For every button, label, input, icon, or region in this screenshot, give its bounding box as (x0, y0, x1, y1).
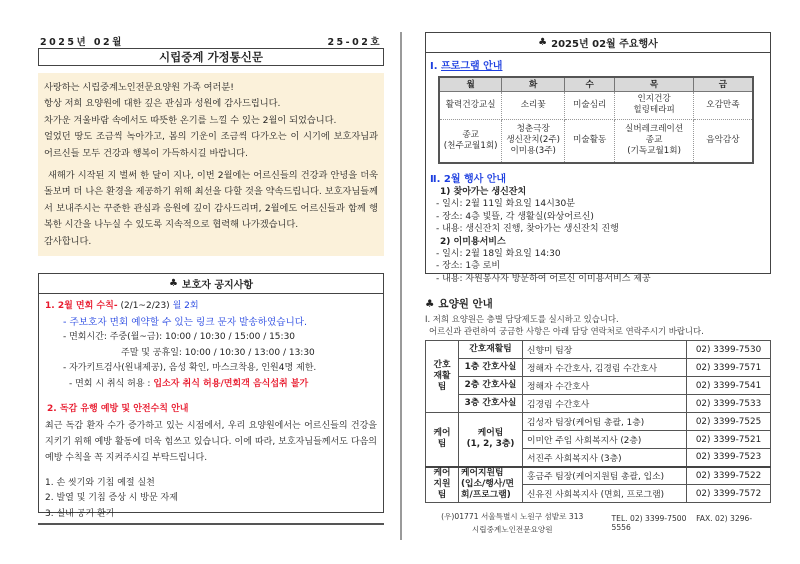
staff-cell: 서진주 사회복지사 (3층) (523, 449, 687, 467)
program-cell: 미술심리 (565, 91, 615, 119)
staff-contact-table (425, 340, 771, 503)
greeting-letter (38, 73, 384, 256)
newsletter-title-text: 시립중계 가정통신문 (159, 50, 263, 64)
guardian-notice-body (39, 294, 383, 522)
program-section-title: Ⅰ. 프로그램 안내 (430, 61, 503, 72)
event-detail: - 일시: 2월 18일 화요일 14:30 (436, 249, 561, 260)
newsletter-title (38, 48, 384, 66)
club-icon: ♣ (168, 278, 178, 290)
event-detail: - 장소: 4층 빛뜰, 각 생활실(와상어르신) (436, 211, 594, 222)
feb-events-title: Ⅱ. 2월 행사 안내 (430, 174, 507, 185)
feb-events-list (426, 185, 770, 285)
facility-guide-title: ♣ 요양원 안내 (425, 298, 493, 310)
event-title: 2) 이미용서비스 (440, 236, 506, 247)
program-cell: 종교 (천주교월1회) (439, 119, 502, 163)
program-cell: 청춘극장 생신잔치(2주) 이미용(3주) (502, 119, 565, 163)
staff-cell: 신향미 팀장 (523, 341, 687, 359)
footer-address: (우)01771 서울특별시 노원구 섬밭로 313 (441, 512, 584, 521)
club-icon: ♣ (538, 37, 548, 48)
visit-hours-weekend: 주말 및 공휴일: 10:00 / 10:30 / 13:00 / 13:30 (121, 347, 315, 358)
guardian-notice-box (38, 273, 384, 519)
visit-rules-label: 1. 2월 면회 수칙- (45, 301, 118, 312)
weekday-header: 월 (439, 77, 502, 91)
facility-guide (425, 296, 771, 536)
visit-rules-period: (2/1~2/23) (120, 301, 170, 312)
table-row (426, 395, 771, 413)
team-cell: 2층 간호사실 (459, 377, 523, 395)
visit-food-value: 입소자 취식 허용/면회객 음식섭취 불가 (153, 378, 309, 389)
staff-cell: 정해자 수간호사 (523, 377, 687, 395)
flu-paragraph: 최근 독감 환자 수가 증가하고 있는 시점에서, 우리 요양원에서는 어르신들의 건강을 지키기 위해 예방 활동에 더욱 힘쓰고 있습니다. 이에 따라, 보호자님들께서도 다음의 예방 수칙을 꼭 지켜주시길 부탁드립니다. (45, 420, 377, 463)
flu-rule: 3. 실내 공기 환기 (45, 508, 115, 519)
program-cell: 음악감상 (693, 119, 753, 163)
phone-cell: 02) 3399-7571 (687, 359, 771, 377)
table-row (426, 341, 771, 359)
phone-cell: 02) 3399-7525 (687, 413, 771, 431)
team-cell: 케어지원팀 (입소/행사/면 회/프로그램) (459, 467, 523, 503)
club-icon: ♣ (425, 298, 435, 310)
event-title: 1) 찾아가는 생신잔치 (440, 187, 527, 197)
staff-cell: 김성자 팀장(케어팀 총괄, 1층) (523, 413, 687, 431)
flu-rule: 2. 발열 및 기침 증상 시 방문 자제 (45, 493, 178, 504)
visit-food-label: - 면회 시 취식 허용 : (69, 378, 154, 389)
program-cell: 오감만족 (693, 91, 753, 119)
column-divider (400, 32, 402, 540)
program-cell: 소리꽃 (502, 91, 565, 119)
program-row (439, 119, 753, 163)
program-cell: 인지건강 힐링테라피 (615, 91, 694, 119)
visit-rules-heading (45, 299, 377, 315)
visit-hours-weekday: - 면회시간: 주중(월~금): 10:00 / 10:30 / 15:00 / 15:30 (63, 332, 296, 343)
program-cell: 미술활동 (565, 119, 615, 163)
table-row (426, 467, 771, 485)
team-cell: 간호재활팀 (459, 341, 523, 359)
issue-line (38, 34, 384, 47)
issue-number: 25-02호 (327, 37, 382, 48)
visit-food-rule (45, 377, 377, 393)
program-cell: 실버레크레이션 종교 (기독교월1회) (615, 119, 694, 163)
team-cell: 3층 간호사실 (459, 395, 523, 413)
team-cell: 케어팀 (1, 2, 3층) (459, 413, 523, 467)
footer-org: 시립중계노인전문요양원 (471, 525, 553, 534)
event-detail: - 일시: 2월 11일 화요일 14시30분 (436, 199, 575, 210)
greeting-line: 차가운 겨울바람 속에서도 따뜻한 온기를 느낄 수 있는 2월이 되었습니다. (44, 114, 337, 126)
facility-guide-text: Ⅰ. 저희 요양원은 층별 담당제도를 실시하고 있습니다. 어르신과 관련하여 궁금한 사항은 아래 담당 연락처로 연락주시기 바랍니다. (425, 314, 704, 336)
staff-cell: 홍금주 팀장(케어지원팀 총괄, 입소) (523, 467, 687, 485)
weekday-header: 수 (565, 77, 615, 91)
weekday-header: 화 (502, 77, 565, 91)
phone-cell: 02) 3399-7522 (687, 467, 771, 485)
footer-address-block (425, 510, 600, 536)
staff-cell: 정해자 수간호사, 김경림 수간호사 (523, 359, 687, 377)
right-column (425, 32, 771, 536)
group-care: 케어 팀 (426, 413, 459, 467)
flu-heading: 2. 독감 유행 예방 및 안전수칙 안내 (47, 404, 189, 415)
team-cell: 1층 간호사실 (459, 359, 523, 377)
weekday-header: 목 (615, 77, 694, 91)
issue-date: 2025년 02월 (40, 37, 124, 48)
visit-link-note: - 주보호자 면회 예약할 수 있는 링크 문자 발송하였습니다. (63, 316, 308, 328)
phone-cell: 02) 3399-7533 (687, 395, 771, 413)
left-column (38, 34, 384, 525)
staff-cell: 이미안 주임 사회복지사 (2층) (523, 431, 687, 449)
phone-cell: 02) 3399-7523 (687, 449, 771, 467)
staff-cell: 신유진 사회복지사 (면회, 프로그램) (523, 485, 687, 503)
visit-conditions: - 자가키트검사(원내제공), 음성 확인, 마스크착용, 인원4명 제한. (63, 363, 317, 374)
footer-tel: TEL. 02) 3399-7500 (611, 514, 687, 523)
guardian-notice-header (39, 274, 383, 294)
program-table (438, 76, 754, 164)
event-detail: - 내용: 생신잔치 진행, 찾아가는 생신잔치 진행 (436, 224, 619, 235)
footer-contact (600, 514, 771, 532)
phone-cell: 02) 3399-7530 (687, 341, 771, 359)
greeting-line: 항상 저희 요양원에 대한 깊은 관심과 성원에 감사드립니다. (44, 98, 281, 110)
events-title: 2025년 02월 주요행사 (551, 39, 658, 50)
table-row (426, 359, 771, 377)
table-row (426, 377, 771, 395)
footer-fax: FAX. 02) 3296-5556 (611, 514, 753, 532)
program-cell: 활력건강교실 (439, 91, 502, 119)
flu-rule: 1. 손 씻기와 기침 예절 실천 (45, 477, 155, 488)
program-row (439, 91, 753, 119)
visit-rules-count: 월 2회 (172, 301, 199, 312)
group-nursing: 간호 재활 팀 (426, 341, 459, 413)
guardian-notice-title: 보호자 공지사항 (181, 280, 254, 292)
greeting-line: 사랑하는 시립중계노인전문요양원 가족 여러분! (44, 82, 234, 93)
weekday-header: 금 (693, 77, 753, 91)
table-row (426, 413, 771, 431)
phone-cell: 02) 3399-7521 (687, 431, 771, 449)
events-header (426, 33, 770, 53)
phone-cell: 02) 3399-7541 (687, 377, 771, 395)
staff-cell: 김경림 수간호사 (523, 395, 687, 413)
event-detail: - 장소: 1층 로비 (436, 261, 501, 272)
events-box (425, 32, 771, 284)
phone-cell: 02) 3399-7572 (687, 485, 771, 503)
footer (425, 510, 771, 536)
greeting-line: 얼었던 땅도 조금씩 녹아가고, 봄의 기운이 조금씩 다가오는 이 시기에 보호자님과 어르신들 모두 건강과 행복이 가득하시길 바랍니다. (44, 131, 378, 159)
group-care-support: 케어 지원 팀 (426, 467, 459, 503)
greeting-paragraph: 새해가 시작된 지 벌써 한 달이 지나, 이번 2월에는 어르신들의 건강과 안녕을 더욱 돌보며 더 나은 환경을 제공하기 위해 최선을 다할 것을 약속드립니다. 보호자님들께서 보내주시는 꾸준한 관심과 응원에 깊이 감사드리며, 2월에도 어르신들과 함께 행복한 시간을 나누실 수 있도록 지속적으로 협력해 나가겠습니다. (44, 170, 378, 231)
bottom-rule (38, 523, 384, 525)
greeting-closing: 감사합니다. (44, 235, 92, 247)
event-detail: - 내용: 자원봉사자 방문하여 어르신 이미용서비스 제공 (436, 273, 651, 284)
